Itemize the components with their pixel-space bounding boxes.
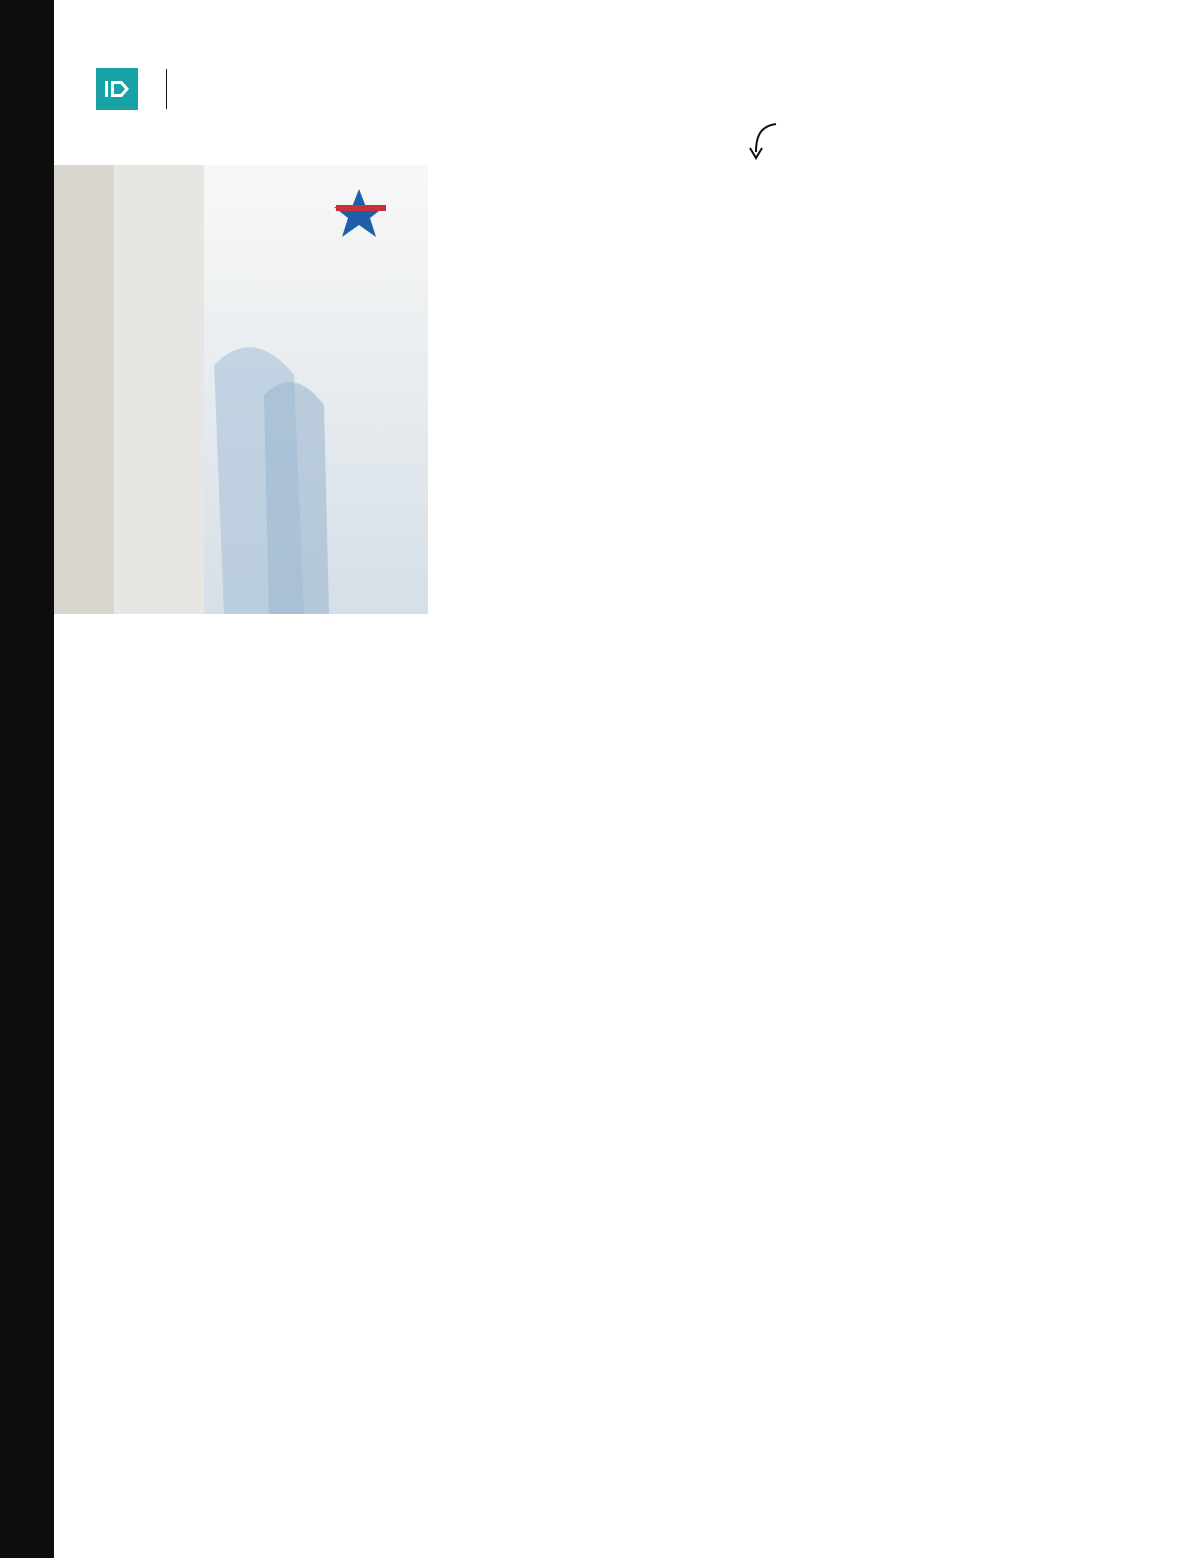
photo-soldiers-banner bbox=[54, 165, 428, 614]
left-edge-bar bbox=[0, 0, 54, 1558]
section-header bbox=[96, 68, 175, 110]
id-badge-icon bbox=[96, 68, 138, 110]
header-divider bbox=[166, 69, 167, 109]
callout-arrow-icon bbox=[746, 120, 782, 162]
